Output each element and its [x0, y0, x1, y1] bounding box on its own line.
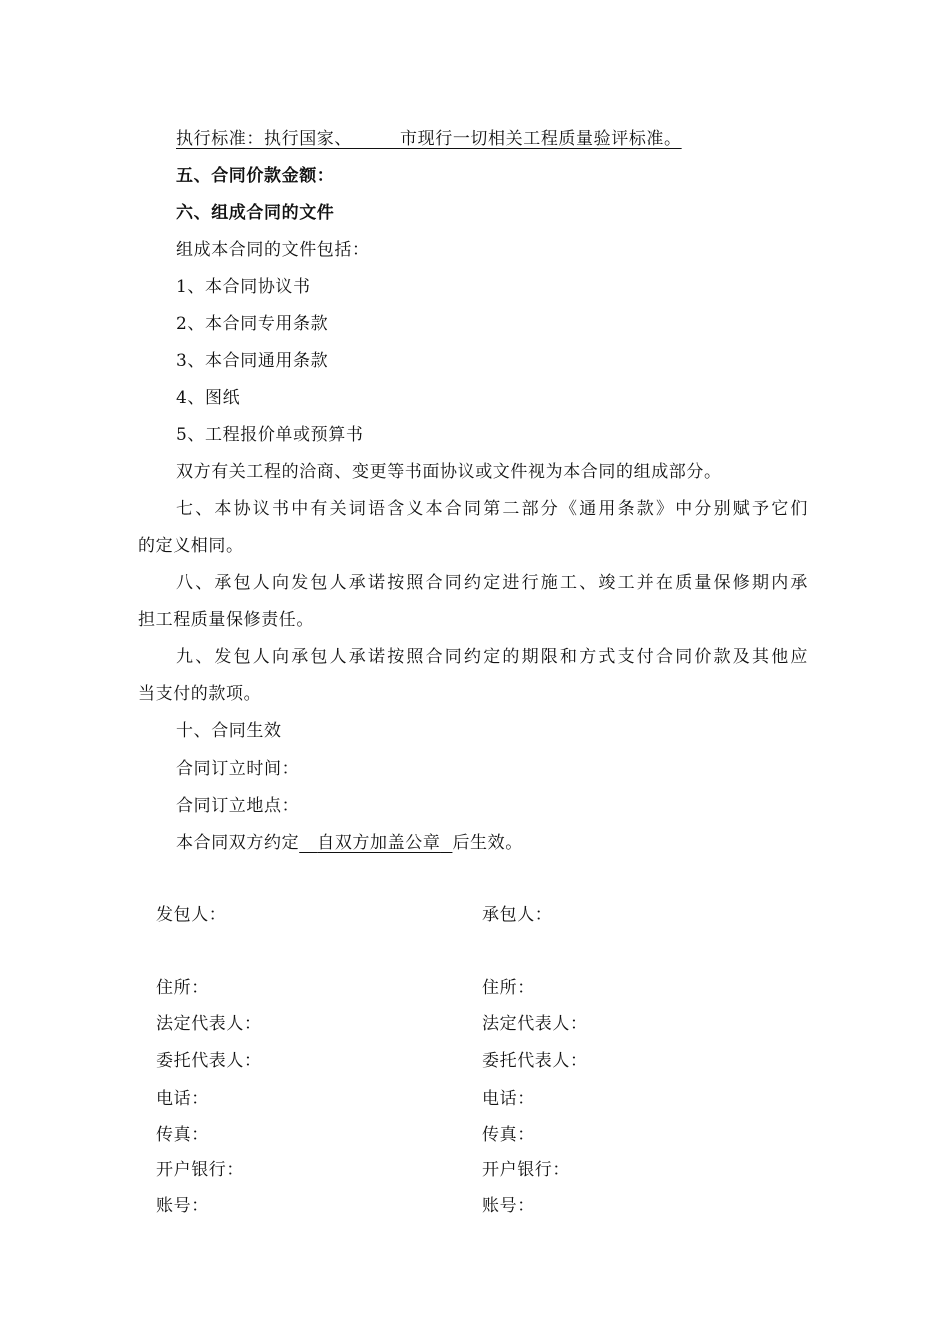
- execution-standard-line: [176, 128, 682, 150]
- execution-standard-suffix: 市现行一切相关工程质量验评标准。: [400, 129, 682, 149]
- section-7-line-2: 的定义相同。: [138, 536, 244, 556]
- contractor-bank: 开户银行：: [482, 1160, 570, 1180]
- document-list-item: 3、本合同通用条款: [176, 351, 329, 371]
- document-list-item: 5、工程报价单或预算书: [176, 425, 364, 445]
- section-8-line-2: 担工程质量保修责任。: [138, 610, 314, 630]
- contractor-phone: 电话：: [482, 1089, 535, 1109]
- execution-standard-blank: [352, 129, 400, 149]
- contract-effect-line: [176, 832, 523, 854]
- contract-sign-place: 合同订立地点：: [176, 796, 300, 816]
- employer-agent: 委托代表人：: [156, 1051, 262, 1071]
- section-6-intro: 组成本合同的文件包括：: [176, 240, 370, 260]
- employer-address: 住所：: [156, 978, 209, 998]
- employer-bank: 开户银行：: [156, 1160, 244, 1180]
- contractor-account: 账号：: [482, 1196, 535, 1216]
- section-10-title: 十、合同生效: [176, 721, 282, 741]
- section-6-title: 六、组成合同的文件: [176, 203, 335, 223]
- execution-standard-prefix: 执行标准：执行国家、: [176, 129, 352, 149]
- section-5-title: 五、合同价款金额：: [176, 166, 335, 186]
- employer-label: 发包人：: [156, 905, 227, 925]
- contractor-address: 住所：: [482, 978, 535, 998]
- contractor-label: 承包人：: [482, 905, 553, 925]
- contractor-fax: 传真：: [482, 1125, 535, 1145]
- contractor-legal-rep: 法定代表人：: [482, 1014, 588, 1034]
- employer-legal-rep: 法定代表人：: [156, 1014, 262, 1034]
- contract-sign-time: 合同订立时间：: [176, 759, 300, 779]
- contract-effect-suffix: 后生效。: [452, 833, 523, 853]
- section-9-line-2: 当支付的款项。: [138, 684, 262, 704]
- contractor-agent: 委托代表人：: [482, 1051, 588, 1071]
- document-list-item: 2、本合同专用条款: [176, 314, 329, 334]
- section-7-line-1: 七、本协议书中有关词语含义本合同第二部分《通用条款》中分别赋予它们: [176, 499, 810, 519]
- section-9-line-1: 九、发包人向承包人承诺按照合同约定的期限和方式支付合同价款及其他应: [176, 647, 810, 667]
- employer-account: 账号：: [156, 1196, 209, 1216]
- contract-effect-value: 自双方加盖公章: [317, 833, 441, 853]
- section-8-line-1: 八、承包人向发包人承诺按照合同约定进行施工、竣工并在质量保修期内承: [176, 573, 810, 593]
- employer-phone: 电话：: [156, 1089, 209, 1109]
- contract-effect-prefix: 本合同双方约定: [176, 833, 300, 853]
- employer-fax: 传真：: [156, 1125, 209, 1145]
- document-list-item: 4、图纸: [176, 388, 241, 408]
- document-list-item: 1、本合同协议书: [176, 277, 311, 297]
- section-6-note: 双方有关工程的洽商、变更等书面协议或文件视为本合同的组成部分。: [176, 462, 722, 482]
